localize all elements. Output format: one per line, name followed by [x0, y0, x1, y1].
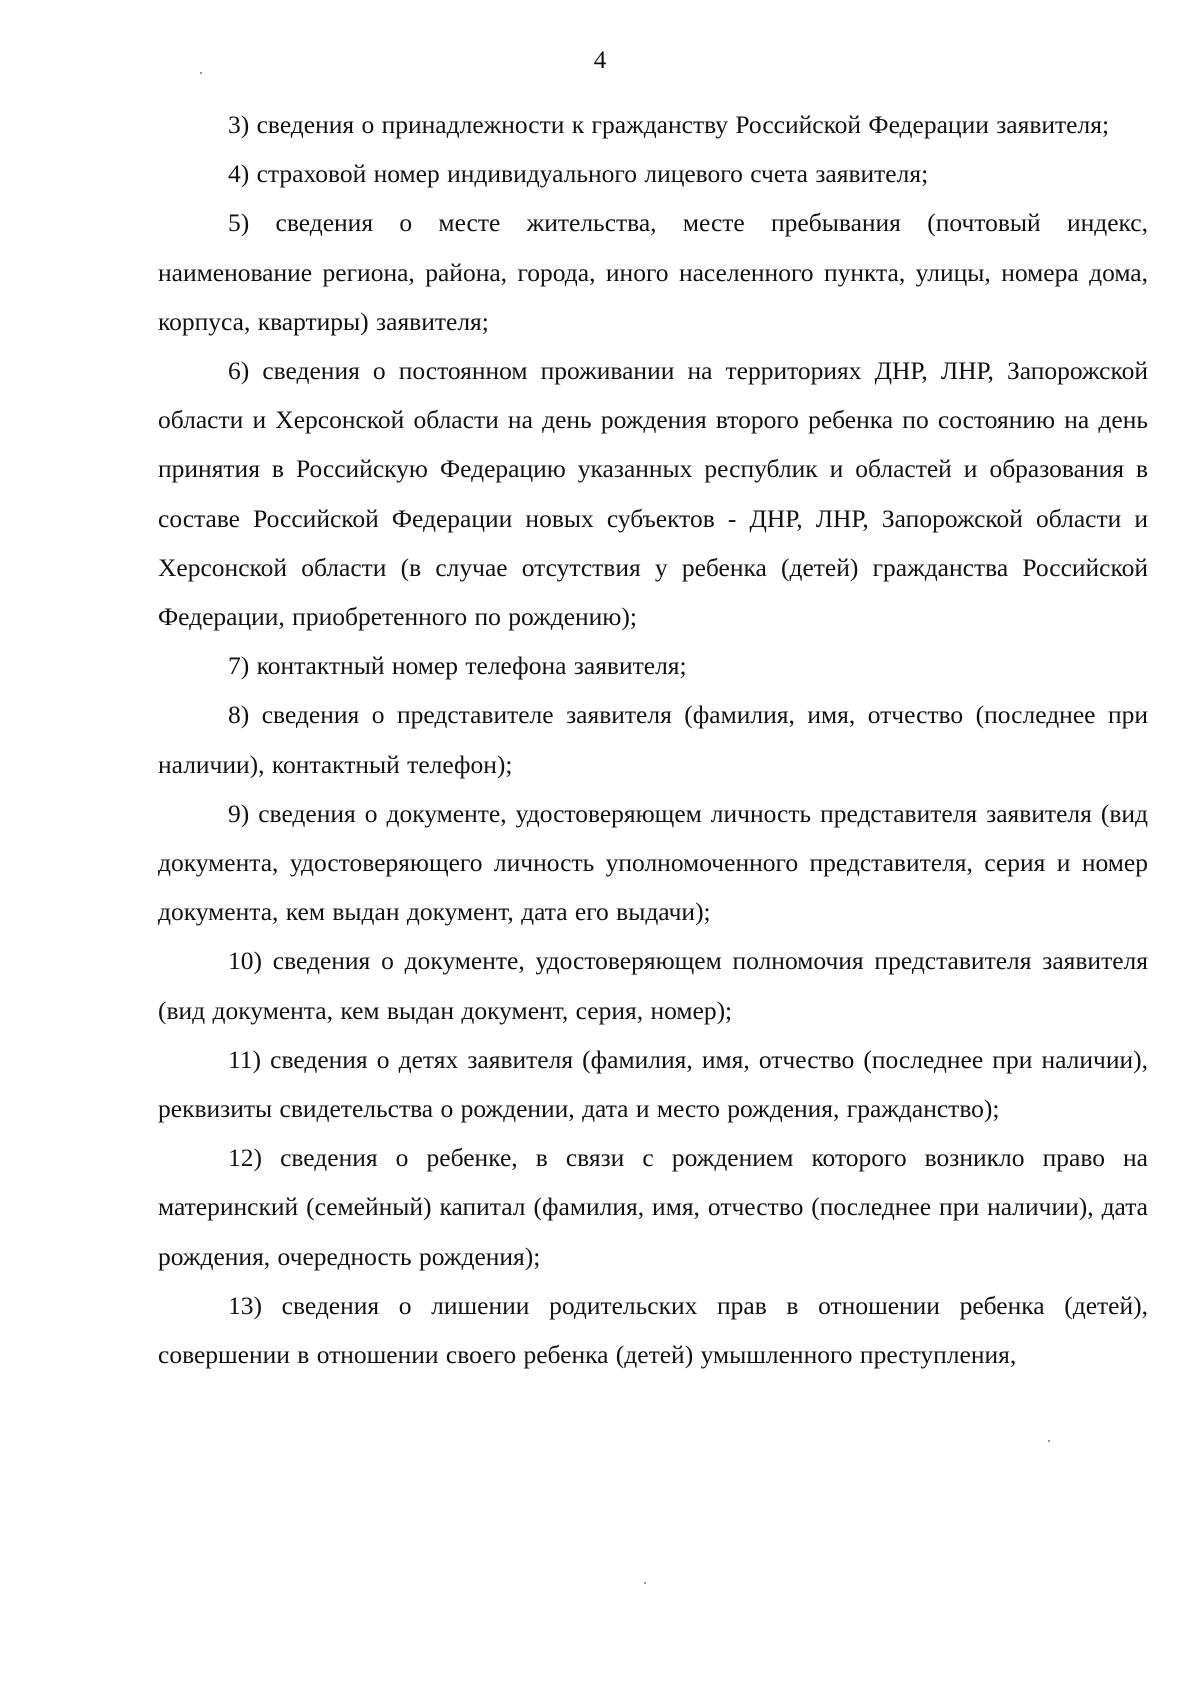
page-number: 4 — [593, 47, 607, 74]
scan-speck — [200, 72, 202, 74]
list-item-11: 11) сведения о детях заявителя (фамилия, имя, отчество (последнее при наличии), реквизиты свидетельства о рождении, дата и место рождения, гражданство); — [158, 1044, 1148, 1124]
list-item-5: 5) сведения о месте жительства, месте пребывания (почтовый индекс, наименование региона, района, города, иного населенного пункта, улицы, номера дома, корпуса, квартиры) заявителя; — [158, 208, 1148, 336]
list-item-7: 7) контактный номер телефона заявителя; — [228, 651, 687, 681]
list-item-13: 13) сведения о лишении родительских прав в отношении ребенка (детей), совершении в отношении своего ребенка (детей) умышленного преступления, — [158, 1290, 1148, 1370]
list-item-3: 3) сведения о принадлежности к гражданству Российской Федерации заявителя; — [228, 110, 1110, 139]
scan-speck — [1048, 1440, 1050, 1442]
list-item-12: 12) сведения о ребенке, в связи с рождением которого возникло право на материнский (семейный) капитал (фамилия, имя, отчество (последнее при наличии), дата рождения, очередность рождения); — [158, 1143, 1148, 1271]
list-item-6: 6) сведения о постоянном проживании на территориях ДНР, ЛНР, Запорожской области и Херсонской области на день рождения второго ребенка по состоянию на день принятия в Российскую Федерацию указанных республик и областей и образования в составе Российской Федерации новых субъектов - ДНР, ЛНР, Запорожской области и Херсонской области (в случае отсутствия у ребенка (детей) гражданства Российской Федерации, приобретенного по рождению); — [158, 356, 1148, 632]
list-item-10: 10) сведения о документе, удостоверяющем полномочия представителя заявителя (вид документа, кем выдан документ, серия, номер); — [158, 946, 1148, 1025]
scan-speck — [644, 1582, 646, 1584]
list-item-9: 9) сведения о документе, удостоверяющем личность представителя заявителя (вид документа, удостоверяющего личность уполномоченного представителя, серия и номер документа, кем выдан документ, дата его выдачи); — [158, 798, 1148, 927]
list-item-4: 4) страховой номер индивидуального лицевого счета заявителя; — [228, 159, 929, 189]
list-item-8: 8) сведения о представителе заявителя (фамилия, имя, отчество (последнее при наличии), контактный телефон); — [158, 700, 1148, 779]
document-body — [158, 100, 1148, 1379]
